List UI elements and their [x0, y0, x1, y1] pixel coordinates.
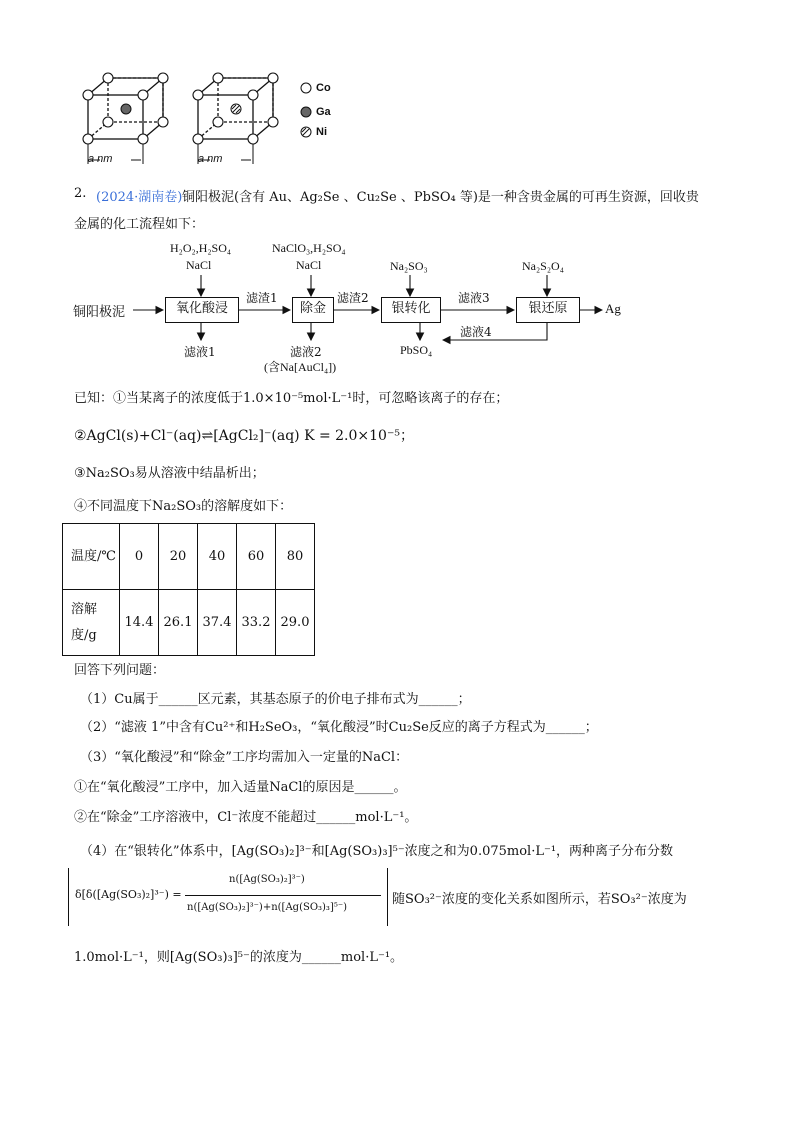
table-cell: 14.4 — [120, 590, 159, 656]
reagent-4: Na₂S₂O₄ — [522, 259, 564, 273]
fraction-bar — [185, 895, 381, 896]
flow-product: Ag — [605, 301, 621, 316]
table-cell: 40 — [198, 524, 237, 590]
known-1: 已知：①当某离子的浓度低于1.0×10⁻⁵mol·L⁻¹时，可忽略该离子的存在； — [74, 391, 509, 406]
table-cell: 60 — [237, 524, 276, 590]
subquestion-3a: ①在“氧化酸浸”工序中，加入适量NaCl的原因是______。 — [74, 780, 407, 795]
legend-co: Co — [316, 82, 331, 94]
reagent-1b: NaCl — [186, 258, 212, 272]
known-3: ③Na₂SO₃易从溶液中结晶析出； — [74, 466, 265, 481]
flow-box-silver-reduction — [516, 297, 580, 323]
fraction-lhs: δ[δ([Ag(SO₃)₂]³⁻) = — [75, 888, 182, 901]
flow-label-filtrate4: 滤液4 — [460, 325, 492, 339]
legend-ni: Ni — [316, 126, 327, 138]
subquestion-1: （1）Cu属于______区元素，其基态原子的价电子排布式为______； — [80, 692, 471, 707]
fraction-numerator: n([Ag(SO₃)₂]³⁻) — [229, 874, 305, 885]
flow-start: 铜阳极泥 — [73, 305, 126, 320]
flow-out-filtrate2-note: (含Na[AuCl₄]) — [264, 360, 337, 374]
flow-box-silver-reduction-label: 银还原 — [528, 301, 568, 316]
reagent-2b: NaCl — [296, 258, 322, 272]
flow-label-residue2: 滤渣2 — [337, 291, 369, 305]
flow-box-oxidation — [165, 297, 239, 323]
table-row-temperature — [63, 524, 315, 590]
distribution-fraction — [68, 868, 388, 926]
flow-box-silver-conversion-label: 银转化 — [391, 301, 431, 316]
table-row-solubility — [63, 590, 315, 656]
subquestion-2: （2）“滤液 1”中含有Cu²⁺和H₂SeO₃，“氧化酸浸”时Cu₂Se反应的离子方程式为______； — [80, 720, 598, 735]
table-header-solubility: 溶解度/g — [63, 590, 120, 656]
subquestion-4b: 随SO₃²⁻浓度的变化关系如图所示，若SO₃²⁻浓度为 — [392, 892, 687, 907]
known-2: ②AgCl(s)+Cl⁻(aq)⇌[AgCl₂]⁻(aq) K = 2.0×10⁻⁵； — [74, 428, 414, 444]
table-cell: 80 — [276, 524, 315, 590]
table-cell: 33.2 — [237, 590, 276, 656]
reagent-1a: H₂O₂,H₂SO₄ — [170, 241, 232, 255]
reagent-2a: NaClO₃,H₂SO₄ — [272, 241, 346, 255]
flow-box-remove-gold — [292, 297, 334, 323]
flow-box-oxidation-label: 氧化酸浸 — [175, 301, 228, 316]
a-nm-label-2: a nm — [198, 153, 223, 165]
table-header-temperature: 温度/℃ — [63, 524, 120, 590]
table-cell: 0 — [120, 524, 159, 590]
flow-box-silver-conversion — [381, 297, 441, 323]
reagent-3: Na₂SO₃ — [390, 259, 428, 273]
table-cell: 37.4 — [198, 590, 237, 656]
table-cell: 20 — [159, 524, 198, 590]
flow-box-remove-gold-label: 除金 — [299, 301, 326, 316]
flow-out-filtrate1: 滤液1 — [184, 345, 216, 359]
question-intro-1: 铜阳极泥(含有 Au、Ag₂Se 、Cu₂Se 、PbSO₄ 等)是一种含贵金属的可再生资源，回收贵 — [182, 190, 699, 205]
a-nm-label-1: a nm — [88, 153, 113, 165]
table-cell: 26.1 — [159, 590, 198, 656]
flow-label-residue1: 滤渣1 — [246, 291, 278, 305]
flow-out-pbso4: PbSO₄ — [400, 343, 433, 357]
question-source: (2024·湖南卷) — [96, 190, 183, 205]
table-cell: 29.0 — [276, 590, 315, 656]
subquestion-3b: ②在“除金”工序溶液中，Cl⁻浓度不能超过______mol·L⁻¹。 — [74, 810, 418, 825]
question-intro-2: 金属的化工流程如下： — [74, 217, 205, 232]
legend-ga: Ga — [316, 106, 331, 118]
flow-out-filtrate2: 滤液2 — [290, 345, 322, 359]
subquestion-3: （3）“氧化酸浸”和“除金”工序均需加入一定量的NaCl： — [80, 750, 409, 765]
fraction-denominator: n([Ag(SO₃)₂]³⁻)+n([Ag(SO₃)₃]⁵⁻) — [187, 902, 348, 913]
subquestion-4c: 1.0mol·L⁻¹，则[Ag(SO₃)₃]⁵⁻的浓度为______mol·L⁻¹。 — [74, 950, 404, 965]
flow-arrows — [0, 0, 794, 380]
known-4: ④不同温度下Na₂SO₃的溶解度如下： — [74, 499, 293, 514]
flow-label-filtrate3: 滤液3 — [458, 291, 490, 305]
solubility-table — [62, 523, 315, 656]
answers-lead: 回答下列问题： — [74, 663, 166, 678]
question-number: 2. — [74, 186, 87, 201]
subquestion-4a: （4）在“银转化”体系中，[Ag(SO₃)₂]³⁻和[Ag(SO₃)₃]⁵⁻浓度之和为0.075mol·L⁻¹，两种离子分布分数 — [80, 844, 674, 859]
